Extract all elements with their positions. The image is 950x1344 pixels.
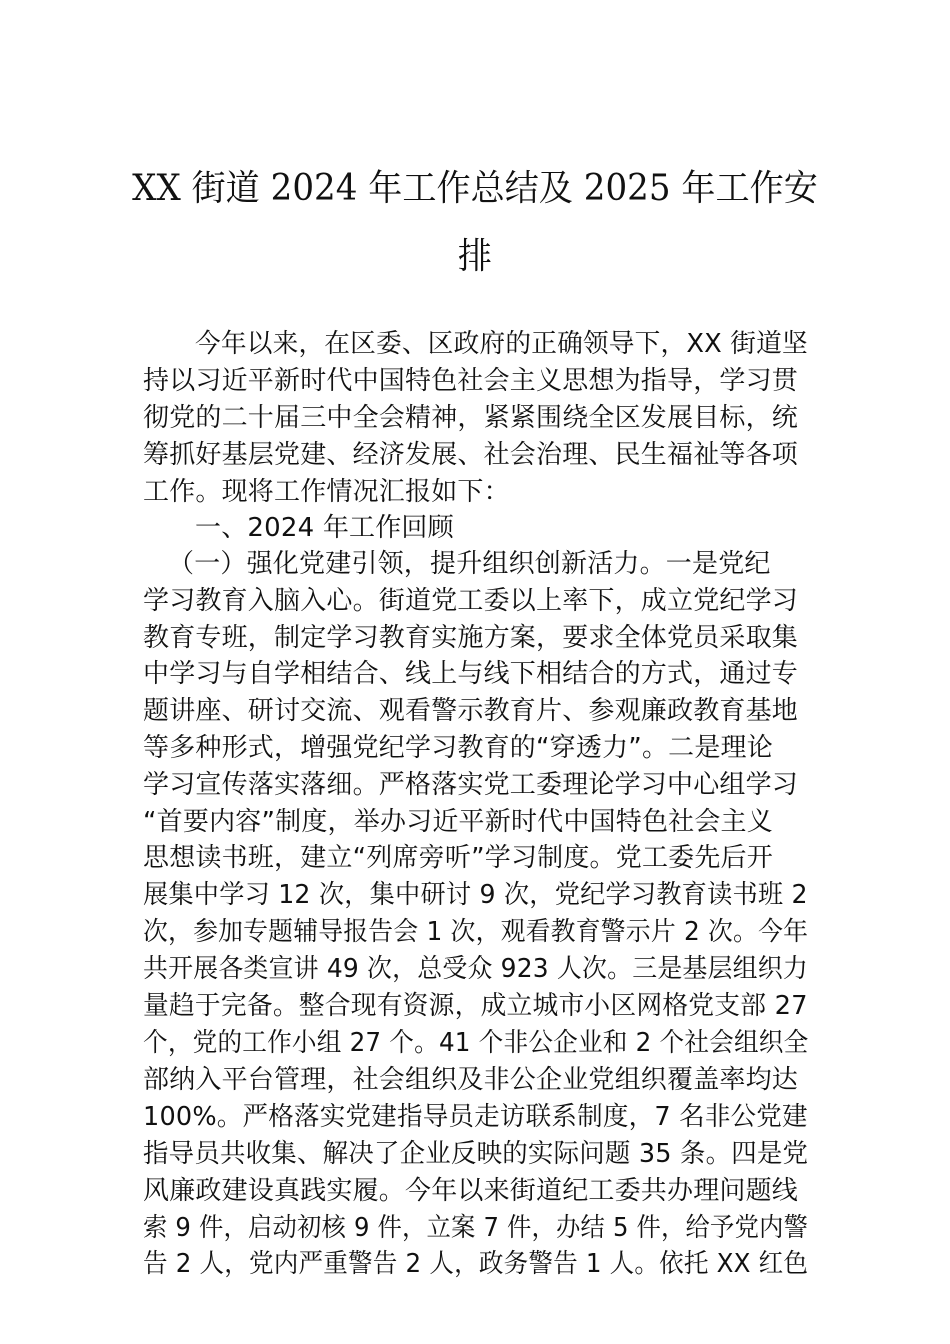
paragraph-line: 个，党的工作小组 27 个。41 个非公企业和 2 个社会组织全 (143, 1028, 809, 1058)
document-title-line-1: XX 街道 2024 年工作总结及 2025 年工作安 (132, 168, 818, 209)
paragraph-line: 风廉政建设真践实履。今年以来街道纪工委共办理问题线 (143, 1176, 799, 1206)
paragraph-line: 题讲座、研讨交流、观看警示教育片、参观廉政教育基地 (143, 696, 799, 726)
paragraph-line: 100%。严格落实党建指导员走访联系制度，7 名非公党建 (143, 1102, 808, 1132)
paragraph-line: 部纳入平台管理，社会组织及非公企业党组织覆盖率均达 (143, 1065, 799, 1095)
paragraph-line: 共开展各类宣讲 49 次，总受众 923 人次。三是基层组织力 (143, 954, 808, 984)
paragraph-line: 今年以来，在区委、区政府的正确领导下，XX 街道坚 (195, 329, 808, 359)
paragraph-line: 思想读书班，建立“列席旁听”学习制度。党工委先后开 (143, 843, 773, 873)
paragraph-line: “首要内容”制度，举办习近平新时代中国特色社会主义 (143, 807, 773, 837)
paragraph-line: 等多种形式，增强党纪学习教育的“穿透力”。二是理论 (143, 733, 773, 763)
subsection-heading-line: （一）强化党建引领，提升组织创新活力。一是党纪 (168, 549, 771, 579)
paragraph-line: 学习宣传落实落细。严格落实党工委理论学习中心组学习 (143, 770, 799, 800)
paragraph-line: 索 9 件，启动初核 9 件，立案 7 件，办结 5 件，给予党内警 (143, 1213, 809, 1243)
paragraph-line: 量趋于完备。整合现有资源，成立城市小区网格党支部 27 (143, 991, 808, 1021)
paragraph-line: 教育专班，制定学习教育实施方案，要求全体党员采取集 (143, 623, 799, 653)
paragraph-line: 筹抓好基层党建、经济发展、社会治理、民生福祉等各项 (143, 440, 799, 470)
paragraph-line: 持以习近平新时代中国特色社会主义思想为指导，学习贯 (143, 366, 799, 396)
paragraph-line: 彻党的二十届三中全会精神，紧紧围绕全区发展目标，统 (143, 403, 799, 433)
paragraph-line: 指导员共收集、解决了企业反映的实际问题 35 条。四是党 (143, 1139, 809, 1169)
section-heading: 一、2024 年工作回顾 (195, 513, 454, 543)
document-title-line-2: 排 (457, 236, 493, 277)
paragraph-line: 工作。现将工作情况汇报如下： (143, 477, 510, 507)
paragraph-line: 学习教育入脑入心。街道党工委以上率下，成立党纪学习 (143, 586, 799, 616)
paragraph-line: 展集中学习 12 次，集中研讨 9 次，党纪学习教育读书班 2 (143, 880, 808, 910)
paragraph-line: 次，参加专题辅导报告会 1 次，观看教育警示片 2 次。今年 (143, 917, 809, 947)
paragraph-line: 中学习与自学相结合、线上与线下相结合的方式，通过专 (143, 659, 799, 689)
paragraph-line: 告 2 人，党内严重警告 2 人，政务警告 1 人。依托 XX 红色 (143, 1249, 809, 1279)
